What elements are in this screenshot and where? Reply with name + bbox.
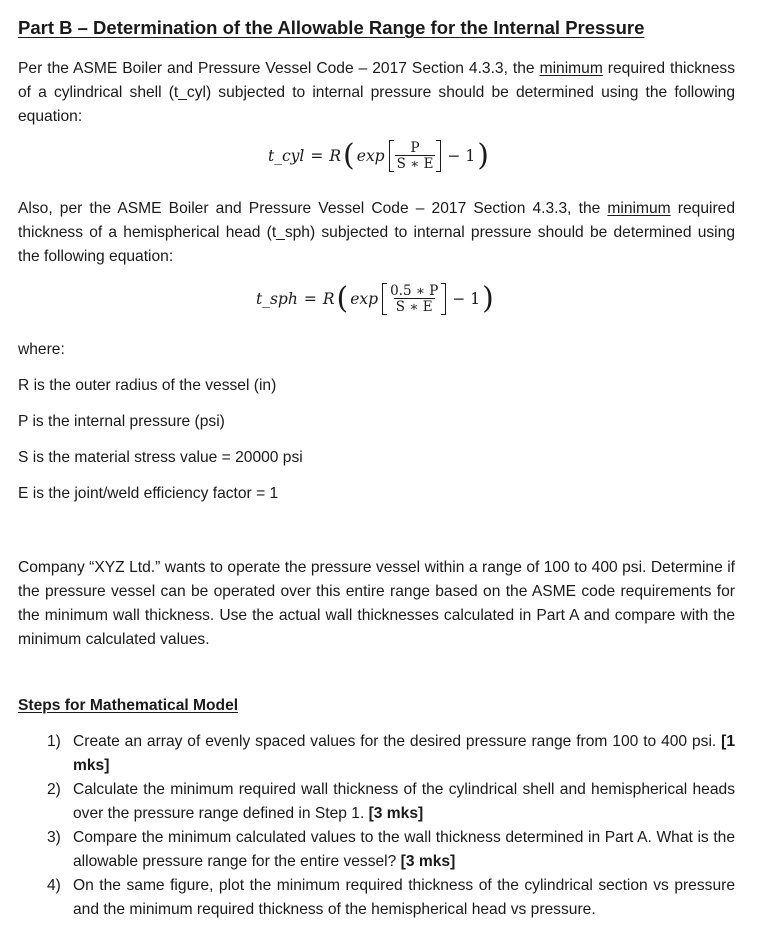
steps-list: [18, 730, 735, 922]
company-paragraph: Company “XYZ Ltd.” wants to operate the pressure vessel within a range of 100 to 400 psi. Determine if the pressure vessel can be operated over this entire range based on the ASME code requirements for the minimum wall thickness. Use the actual wall thicknesses calculated in Part A and compare with the minimum calculated values.: [18, 559, 735, 648]
definition-s: S is the material stress value = 20000 psi: [18, 449, 303, 466]
minimum-emphasis: minimum: [539, 60, 603, 77]
cylinder-thickness-equation: t_cyl = R ( exp $\frac{P}{S ∗ E}$ − 1 ): [268, 138, 489, 173]
equation-fraction: $\frac{0.5 ∗ P}{S ∗ E}$: [390, 283, 439, 315]
equation-fraction: $\frac{P}{S ∗ E}$: [396, 140, 434, 172]
definition-r: R is the outer radius of the vessel (in): [18, 377, 277, 394]
step-item: 3) Compare the minimum calculated values to the wall thickness determined in Part A. What is the allowable pressure range for the entire vessel? [3 mks]: [47, 829, 735, 870]
intro-paragraph: Per the ASME Boiler and Pressure Vessel Code – 2017 Section 4.3.3, the minimum required thickness of a cylindrical shell (t_cyl) subjected to internal pressure should be determined using the following equation:: [18, 60, 735, 125]
hemisphere-paragraph: Also, per the ASME Boiler and Pressure Vessel Code – 2017 Section 4.3.3, the minimum required thickness of a hemispherical head (t_sph) subjected to internal pressure should be determined using the following equation:: [18, 200, 736, 265]
step-marks: [3 mks]: [368, 805, 424, 822]
steps-title: Steps for Mathematical Model: [18, 697, 239, 714]
step-item: 2) Calculate the minimum required wall thickness of the cylindrical shell and hemispherical heads over the pressure range defined in Step 1. [3 mks]: [47, 781, 735, 822]
page-title: Part B – Determination of the Allowable Range for the Internal Pressure: [18, 17, 645, 38]
definition-e: E is the joint/weld efficiency factor = 1: [18, 485, 279, 502]
step-marks: [3 mks]: [400, 853, 456, 870]
step-marks: [1 mks]: [73, 733, 735, 774]
step-item: 1) Create an array of evenly spaced values for the desired pressure range from 100 to 400 psi. [1 mks]: [47, 733, 735, 774]
step-item: 4) On the same figure, plot the minimum required thickness of the cylindrical section vs pressure and the minimum required thickness of the hemispherical head vs pressure.: [47, 877, 735, 918]
minimum-emphasis: minimum: [607, 200, 671, 217]
definition-p: P is the internal pressure (psi): [18, 413, 225, 430]
hemisphere-thickness-equation: t_sph = R ( exp $\frac{0.5 ∗ P}{S ∗ E}$ − 1 ): [256, 281, 494, 316]
where-label: where:: [18, 341, 65, 358]
